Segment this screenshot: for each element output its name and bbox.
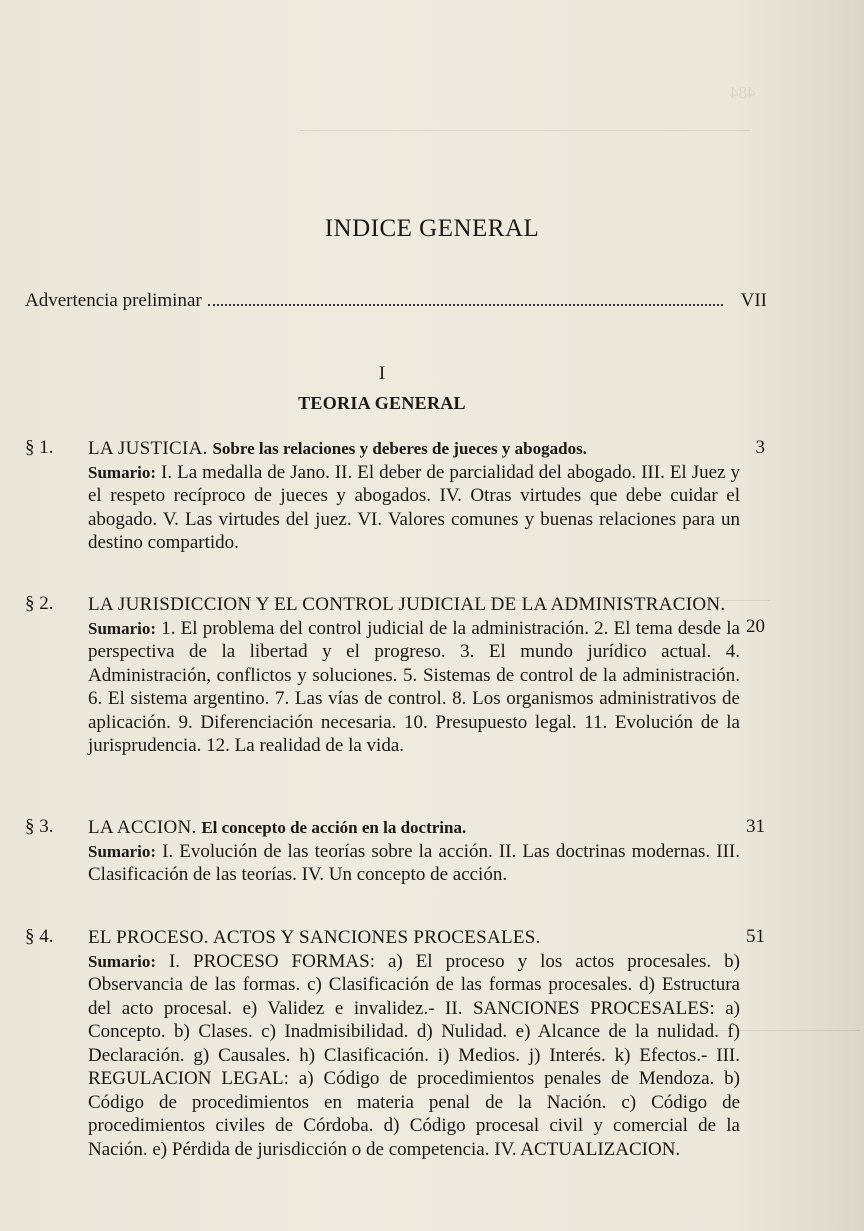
entry-heading: LA JUSTICIA. [88,438,208,459]
entry-heading: LA ACCION. [88,817,197,838]
sumario-text: I. La medalla de Jano. II. El deber de parcialidad del abogado. III. El Juez y el respeto recíproco de jueces y abogados. IV. Otras virtudes que debe cuidar el abogado. V. Las virtudes del juez. VI. Valores comunes y buenas relaciones para un destino compartido. [88,461,740,553]
page-number: 51 [746,926,765,947]
advertencia-page: VII [740,290,767,311]
section-number: § 4. [25,926,54,947]
page-title: INDICE GENERAL [324,215,540,242]
entry-heading: LA JURISDICCION Y EL CONTROL JUDICIAL DE LA ADMINISTRACION. [88,594,726,615]
page-number: 20 [746,616,765,637]
sumario-label: Sumario: [88,841,156,861]
show-through-texture: 484 [0,0,864,1231]
advertencia-entry[interactable] [25,290,767,312]
section-number: § 1. [25,437,54,458]
entry-heading: EL PROCESO. ACTOS Y SANCIONES PROCESALES. [88,927,541,948]
entry-subheading: Sobre las relaciones y deberes de jueces y abogados. [212,439,587,458]
section-number: § 3. [25,816,54,837]
dot-leader [208,304,723,306]
part-title: TEORIA GENERAL [298,393,466,413]
section-number: § 2. [25,593,54,614]
page-number: 31 [746,816,765,837]
sumario-label: Sumario: [88,462,156,482]
sumario-label: Sumario: [88,951,156,971]
sumario-text: 1. El problema del control judicial de la administración. 2. El tema desde la perspectiva de la libertad y el progreso. 3. El mundo jurídico actual. 4. Administración, conflictos y soluciones. 5. Sistemas de control de la administración. 6. El sistema argentino. 7. Las vías de control. 8. Los organismos administrativos de aplicación. 9. Diferenciación necesaria. 10. Presupuesto legal. 11. Evolución de la jurisprudencia. 12. La realidad de la vida. [88,617,740,756]
advertencia-label: Advertencia preliminar [25,290,202,311]
page-number: 3 [755,437,765,458]
sumario-text: I. PROCESO FORMAS: a) El proceso y los actos procesales. b) Observancia de las formas. c) Clasificación de las formas procesales. d) Estructura del acto procesal. e) Validez e invalidez.- II. SANCIONES PROCESALES: a) Concepto. b) Clases. c) Inadmisibilidad. d) Nulidad. e) Alcance de la nulidad. f) Declaración. g) Causales. h) Clasificación. i) Medios. j) Interés. k) Efectos.- III. REGULACION LEGAL: a) Código de procedimientos penales de Mendoza. b) Código de procedimientos en materia penal de la Nación. c) Código de procedimientos civiles de Córdoba. d) Código procesal civil y comercial de la Nación. e) Pérdida de jurisdicción o de competencia. IV. ACTUALIZACION. [88,950,740,1160]
entry-subheading: El concepto de acción en la doctrina. [201,818,467,837]
sumario-label: Sumario: [88,618,156,638]
part-number: I [378,363,386,384]
sumario-text: I. Evolución de las teorías sobre la acción. II. Las doctrinas modernas. III. Clasificación de las teorías. IV. Un concepto de acción. [88,840,741,885]
